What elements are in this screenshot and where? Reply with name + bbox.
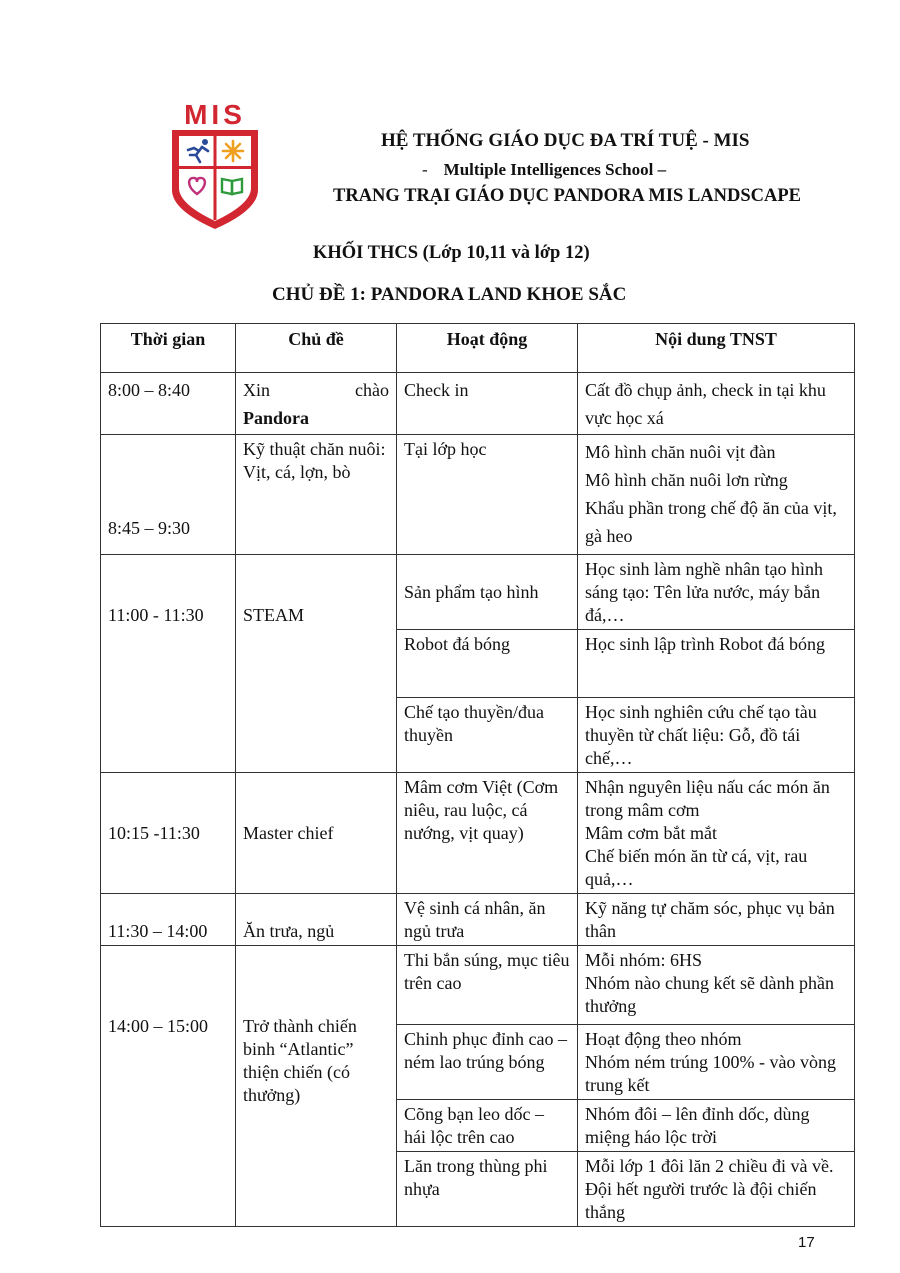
content-cell [578, 1025, 855, 1100]
content-cell: Nhóm đôi – lên đỉnh dốc, dùng miệng háo lộc trời [578, 1100, 855, 1152]
content-cell: Học sinh lập trình Robot đá bóng [578, 630, 855, 698]
time-cell: 11:30 – 14:00 [101, 894, 236, 946]
logo-text: MIS [184, 99, 246, 130]
activity-cell: Chế tạo thuyền/đua thuyền [397, 698, 578, 773]
school-name-text: Multiple Intelligences School – [443, 160, 667, 179]
activity-cell: Sản phẩm tạo hình [397, 555, 578, 630]
content-line: Nhóm ném trúng 100% - vào vòng trung kết [585, 1052, 836, 1095]
table-row [101, 555, 855, 630]
topic-cell: Master chief [236, 773, 397, 894]
activity-cell: Thi bắn súng, mục tiêu trên cao [397, 946, 578, 1025]
topic-title: CHỦ ĐỀ 1: PANDORA LAND KHOE SẮC [272, 284, 627, 305]
farm-title: TRANG TRẠI GIÁO DỤC PANDORA MIS LANDSCAPE [333, 186, 802, 206]
topic-bold: Pandora [243, 408, 310, 428]
grade-title: KHỐI THCS (Lớp 10,11 và lớp 12) [313, 243, 590, 263]
time-cell: 8:45 – 9:30 [101, 435, 236, 555]
topic-cell [236, 373, 397, 435]
content-cell [578, 946, 855, 1025]
content-cell: Cất đồ chụp ảnh, check in tại khu vực học xá [578, 373, 855, 435]
dash-bullet: - [422, 160, 428, 179]
content-cell [578, 435, 855, 555]
school-name [422, 160, 666, 180]
content-cell: Học sinh nghiên cứu chế tạo tàu thuyền từ chất liệu: Gỗ, đồ tái chế,… [578, 698, 855, 773]
col-header-activity: Hoạt động [397, 324, 578, 373]
topic-cell: STEAM [236, 555, 397, 773]
content-cell [578, 773, 855, 894]
col-header-content: Nội dung TNST [578, 324, 855, 373]
col-header-topic: Chủ đề [236, 324, 397, 373]
content-cell: Kỹ năng tự chăm sóc, phục vụ bản thân [578, 894, 855, 946]
content-line: Nhận nguyên liệu nấu các món ăn trong mâm cơm [585, 777, 830, 820]
content-line: Chế biến món ăn từ cá, vịt, rau quả,… [585, 846, 808, 889]
activity-cell: Lăn trong thùng phi nhựa [397, 1152, 578, 1227]
activity-cell: Tại lớp học [397, 435, 578, 555]
activity-cell: Check in [397, 373, 578, 435]
table-row [101, 373, 855, 435]
time-cell: 8:00 – 8:40 [101, 373, 236, 435]
time-cell: 11:00 - 11:30 [101, 555, 236, 773]
col-header-time: Thời gian [101, 324, 236, 373]
content-cell: Mỗi lớp 1 đôi lăn 2 chiều đi và về. Đội hết người trước là đội chiến thắng [578, 1152, 855, 1227]
mis-logo [166, 98, 264, 232]
topic-cell: Ăn trưa, ngủ [236, 894, 397, 946]
table-row [101, 894, 855, 946]
activity-cell: Vệ sinh cá nhân, ăn ngủ trưa [397, 894, 578, 946]
content-line: Mô hình chăn nuôi vịt đàn [585, 442, 776, 462]
activity-cell: Mâm cơm Việt (Cơm niêu, rau luộc, cá nướng, vịt quay) [397, 773, 578, 894]
activity-cell: Cõng bạn leo dốc – hái lộc trên cao [397, 1100, 578, 1152]
table-row [101, 773, 855, 894]
system-title: HỆ THỐNG GIÁO DỤC ĐA TRÍ TUỆ - MIS [381, 130, 750, 151]
topic-cell: Kỹ thuật chăn nuôi: Vịt, cá, lợn, bò [236, 435, 397, 555]
content-line: Khẩu phần trong chế độ ăn của vịt, gà heo [585, 498, 837, 546]
time-cell: 14:00 – 15:00 [101, 946, 236, 1227]
topic-cell: Trở thành chiến binh “Atlantic” thiện chiến (có thưởng) [236, 946, 397, 1227]
table-row [101, 946, 855, 1025]
time-cell: 10:15 -11:30 [101, 773, 236, 894]
topic-word: chào [355, 380, 389, 400]
page-number: 17 [798, 1234, 815, 1251]
topic-word: Xin [243, 380, 270, 400]
content-line: Mâm cơm bắt mắt [585, 823, 717, 843]
content-line: Hoạt động theo nhóm [585, 1029, 742, 1049]
table-header-row [101, 324, 855, 373]
content-line: Mô hình chăn nuôi lơn rừng [585, 470, 788, 490]
activity-cell: Robot đá bóng [397, 630, 578, 698]
content-line: Mỗi nhóm: 6HS [585, 950, 703, 970]
table-row [101, 435, 855, 555]
content-line: Nhóm nào chung kết sẽ dành phần thưởng [585, 973, 834, 1016]
sun-icon [223, 141, 243, 161]
schedule-table [100, 323, 855, 1227]
content-cell: Học sinh làm nghề nhân tạo hình sáng tạo: Tên lửa nước, máy bắn đá,… [578, 555, 855, 630]
activity-cell: Chinh phục đỉnh cao – ném lao trúng bóng [397, 1025, 578, 1100]
